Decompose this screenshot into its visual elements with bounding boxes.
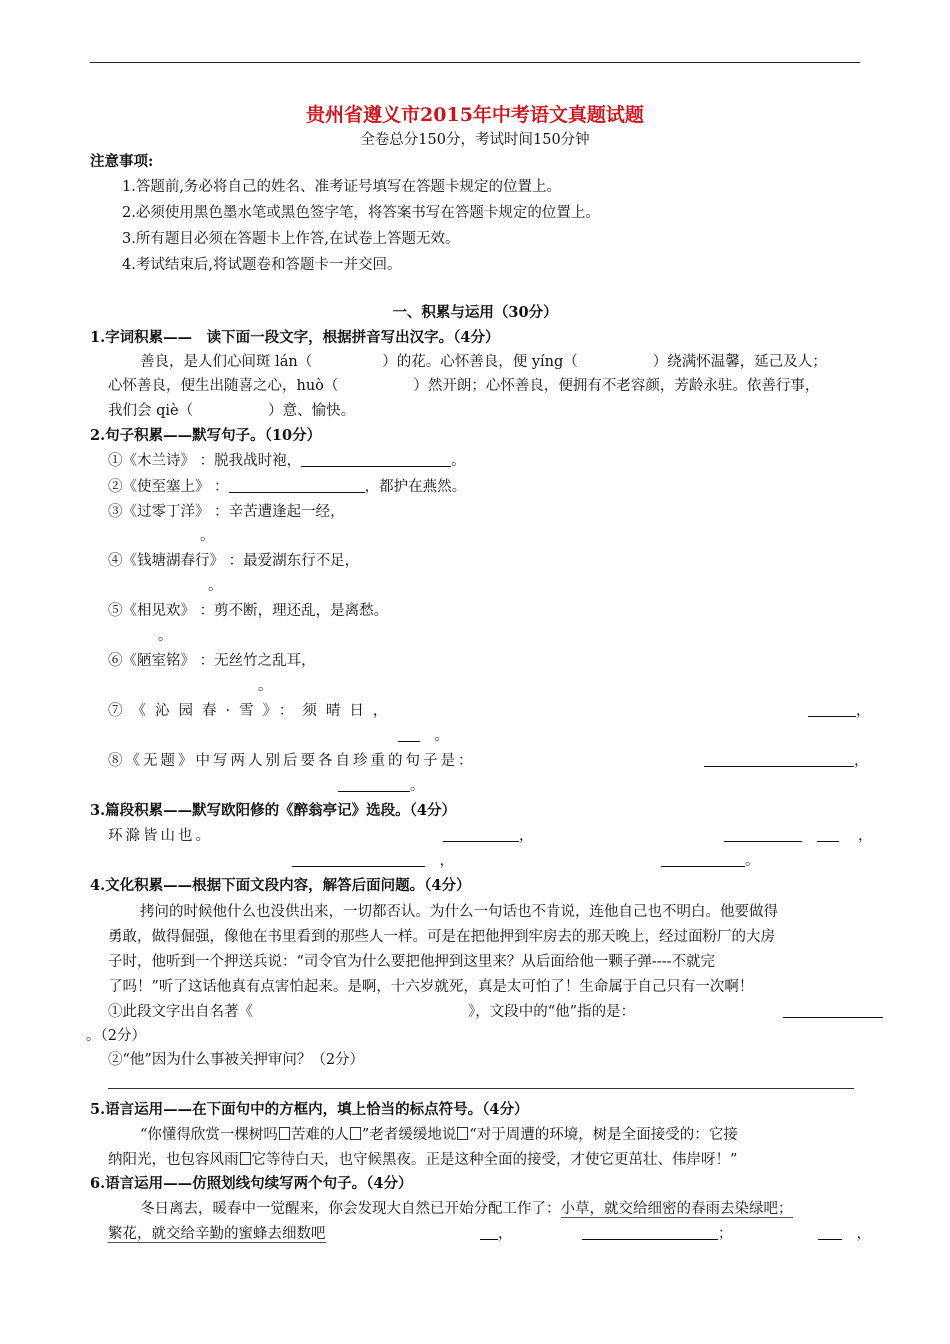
section-heading: 一、积累与运用（30分） [392,304,558,321]
q2-item-8-cont: 。 [338,776,425,796]
q2-item: ⑧《无题》中写两人别后要各自珍重的句子是： [108,753,476,769]
q1-heading: 1.字词积累—— 读下面一段文字，根据拼音写出汉字。（4分） [90,329,500,346]
q2-item-7-cont: 。 [398,726,449,746]
q2-item: ②《使至塞上》 ： ，都护在燕然。 [108,479,467,495]
q4-subquestion-1-score: 。（2分） [86,1028,146,1044]
q3-blank: ， [443,826,534,846]
q1-line-3: 我们会 qiè（ ）意、愉快。 [108,403,356,419]
q2-item: ③《过零丁洋》 ：辛苦遭逢起一经， [108,504,345,520]
period-mark: 。 [258,678,273,694]
comma-mark: ， [858,828,873,844]
page-title: 贵州省遵义市2015年中考语文真题试题 [306,104,644,126]
q3-heading: 3.篇段积累——默写欧阳修的《醉翁亭记》选段。（4分） [90,802,456,819]
q5-line-1: “你懂得欣赏一棵树吗 苦难的人 ”老者缓缓地说 “对于周遭的环境，树是全面接受的：它接 [140,1127,738,1143]
q6-line-2: 繁花，就交给辛勤的蜜蜂去细数吧 [108,1226,326,1242]
punctuation-box [350,1127,361,1140]
q2-item-8-end: ， [704,751,869,771]
q4-answer-line [108,1088,854,1089]
page-subtitle: 全卷总分150分，考试时间150分钟 [360,132,590,148]
q2-item-7-end: ， [808,701,871,721]
q4-paragraph-line: 子时，他听到一个押送兵说：“司令官为什么要把他押到这里来？从后面给他一颗子弹----不就完 [108,954,716,970]
period-mark: 。 [208,578,223,594]
notice-item: 1.答题前,务必将自己的姓名、准考证号填写在答题卡规定的位置上。 [122,179,561,195]
period-mark: 。 [158,628,173,644]
q1-line-2: 心怀善良，便生出随喜之心，huò（ ）然开朗；心怀善良，便拥有不老容颜，芳龄永驻。依善行事， [108,378,820,394]
q3-blank: ， [292,851,454,871]
q6-heading: 6.语言运用——仿照划线句续写两个句子。（4分） [90,1175,413,1192]
q2-item: ⑤《相见欢》 ：剪不断，理还乱，是离愁。 [108,603,389,619]
q4-subquestion-1: ①此段文字出自名著《 》，文段中的“他”指的是： [108,1004,636,1020]
q1-line-1: 善良，是人们心间斑 lán（ ）的花。心怀善良，便 yíng（ ）绕满怀温馨，延己及人； [140,354,827,370]
q2-heading: 2.句子积累——默写句子。（10分） [90,427,322,444]
punctuation-box [457,1127,468,1140]
notice-heading: 注意事项: [90,153,154,170]
q5-line-2: 纳阳光，也包容风雨 它等待白天，也守候黑夜。正是这种全面的接受，才使它更茁壮、伟岸呀！” [108,1152,738,1168]
q5-heading: 5.语言运用——在下面句中的方框内，填上恰当的标点符号。（4分） [90,1101,529,1118]
q6-line-1: 冬日离去，暖春中一觉醒来，你会发现大自然已开始分配工作了：小草，就交给细密的春雨去染绿吧； [140,1201,793,1217]
q4-subquestion-2: ②“他”因为什么事被关押审问？（2分） [108,1052,365,1068]
q3-blank [724,826,839,846]
q6-blank: ， [818,1224,871,1244]
q4-paragraph-line: 了吗！”听了这话他真有点害怕起来。是啊，十六岁就死，真是太可怕了！生命属于自己只有一次啊！ [108,979,754,995]
q6-blank: ； [582,1224,733,1244]
period-mark: 。 [200,528,215,544]
q2-item: ④《钱塘湖春行》 ：最爱湖东行不足， [108,553,360,569]
q3-line-1: 环滁皆山也。 [108,828,213,844]
punctuation-box [240,1152,251,1165]
punctuation-box [279,1127,290,1140]
q2-item: ⑥《陋室铭》 ：无丝竹之乱耳， [108,653,316,669]
q4-blank [783,1002,883,1022]
notice-item: 2.必须使用黑色墨水笔或黑色签字笔，将答案书写在答题卡规定的位置上。 [122,205,600,221]
q4-heading: 4.文化积累——根据下面文段内容，解答后面问题。（4分） [90,877,471,894]
notice-item: 3.所有题目必须在答题卡上作答,在试卷上答题无效。 [122,231,460,247]
q4-paragraph-line: 勇敢，做得倔强，像他在书里看到的那些人一样。可是在把他押到牢房去的那天晚上，经过面粉厂的大房 [108,929,775,945]
header-rule [90,62,860,63]
q3-blank: 。 [661,851,760,871]
notice-item: 4.考试结束后,将试题卷和答题卡一并交回。 [122,257,402,273]
q2-item: ①《木兰诗》 ：脱我战时袍， 。 [108,453,466,469]
q4-paragraph-line: 拷问的时候他什么也没供出来，一切都否认。为什么一句话也不肯说，连他自己也不明白。他要做得 [140,904,778,920]
q2-item: ⑦《沁园春·雪》：须晴日， [108,703,397,719]
q6-blank: ， [480,1224,513,1244]
